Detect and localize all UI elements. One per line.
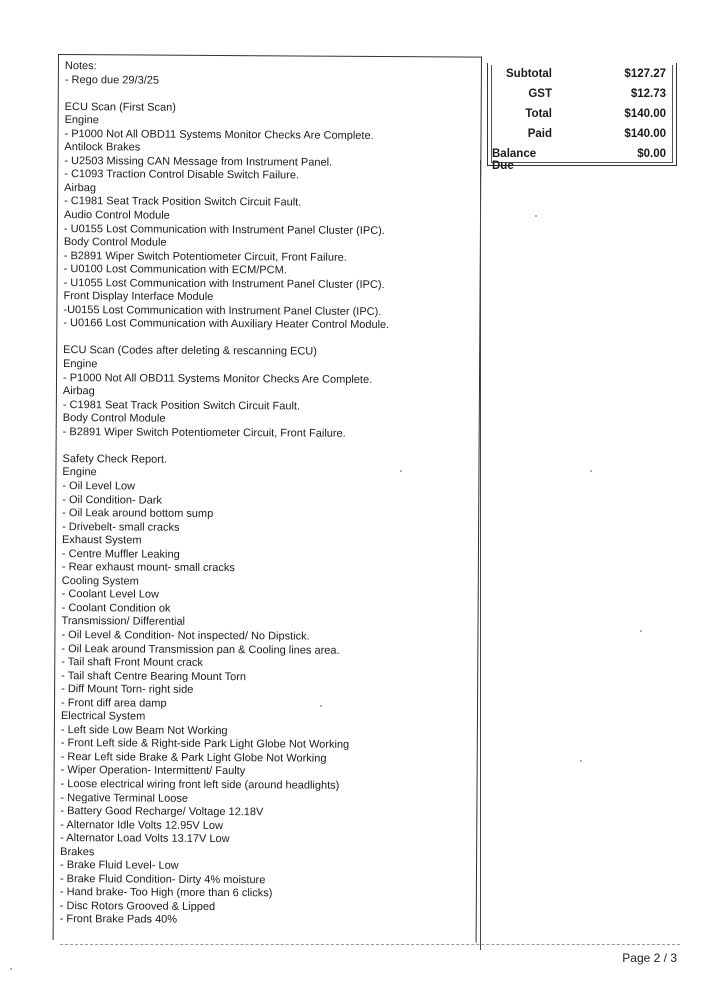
notes-text xyxy=(60,60,479,930)
notes-line: - Front diff area damp xyxy=(61,696,167,710)
page-number: Page 2 / 3 xyxy=(622,951,677,965)
notes-line: - Rego due 29/3/25 xyxy=(64,73,160,87)
notes-line: - Oil Level & Condition- Not inspected/ No Dipstick. xyxy=(61,629,310,643)
notes-line: - Oil Condition- Dark xyxy=(62,493,162,507)
notes-line: Transmission/ Differential xyxy=(61,615,186,629)
totals-value: $0.00 xyxy=(637,148,666,160)
notes-line: - C1981 Seat Track Position Switch Circuit Fault. xyxy=(62,398,301,413)
totals-row xyxy=(492,85,672,105)
notes-line: Audio Control Module xyxy=(63,209,170,222)
notes-line: - Rear exhaust mount- small cracks xyxy=(61,561,235,575)
scan-speck xyxy=(580,760,582,762)
notes-line: - Oil Leak around bottom sump xyxy=(62,507,214,521)
notes-line: - Tail shaft Front Mount crack xyxy=(61,656,203,669)
column-divider xyxy=(480,160,481,950)
notes-line: - Wiper Operation- Intermittent/ Faulty xyxy=(60,764,246,778)
notes-line: Airbag xyxy=(64,181,97,195)
notes-line: - U0166 Lost Communication with Auxiliary Heater Control Module. xyxy=(63,317,390,332)
notes-line: - Oil Leak around Transmission pan & Cooling lines area. xyxy=(61,642,340,657)
notes-line: Antilock Brakes xyxy=(64,141,141,154)
totals-label: Paid xyxy=(527,128,552,140)
notes-line: - Oil Level Low xyxy=(62,479,136,493)
scan-speck xyxy=(640,630,642,632)
notes-line: - Battery Good Recharge/ Voltage 12.18V xyxy=(60,805,264,819)
scan-speck xyxy=(320,705,322,707)
notes-line: - Negative Terminal Loose xyxy=(60,791,189,805)
totals-label: GST xyxy=(528,88,552,100)
totals-label: Total xyxy=(525,108,552,120)
scan-speck xyxy=(590,470,592,472)
notes-line: Electrical System xyxy=(60,710,146,723)
notes-line: Airbag xyxy=(62,385,95,398)
notes-line: - Coolant Condition ok xyxy=(61,601,171,615)
scan-speck xyxy=(10,968,12,970)
notes-line: - Drivebelt- small cracks xyxy=(62,520,180,534)
notes-line: - Centre Muffler Leaking xyxy=(61,547,180,561)
notes-line: - Disc Rotors Grooved & Lipped xyxy=(59,899,216,913)
notes-line: - Hand brake- Too High (more than 6 clicks) xyxy=(59,886,273,900)
notes-line: - Rear Left side Brake & Park Light Globe Not Working xyxy=(60,750,327,765)
totals-row xyxy=(492,105,672,125)
notes-line: Exhaust System xyxy=(61,534,142,547)
notes-line: - Front Brake Pads 40% xyxy=(59,913,178,927)
totals-table xyxy=(491,65,673,172)
notes-line: Notes: xyxy=(64,60,97,73)
notes-line: Body Control Module xyxy=(63,236,167,249)
notes-line: - Alternator Idle Volts 12.95V Low xyxy=(60,818,223,832)
notes-line: - U0100 Lost Communication with ECM/PCM. xyxy=(63,263,287,277)
notes-panel xyxy=(53,54,482,943)
notes-line: - U1055 Lost Communication with Instrument Panel Cluster (IPC). xyxy=(63,276,385,291)
notes-line: - C1093 Traction Control Disable Switch Failure. xyxy=(64,168,300,182)
notes-line: -U0155 Lost Communication with Instrument Panel Cluster (IPC). xyxy=(63,303,382,318)
totals-value: $12.73 xyxy=(630,88,666,100)
totals-row xyxy=(492,145,672,172)
notes-line: ECU Scan (First Scan) xyxy=(64,100,176,114)
totals-panel xyxy=(487,63,677,172)
notes-line: Front Display Interface Module xyxy=(63,290,214,304)
notes-line: - C1981 Seat Track Position Switch Circuit Fault. xyxy=(64,195,302,209)
notes-line: Engine xyxy=(63,358,98,371)
notes-line: - U2503 Missing CAN Message from Instrument Panel. xyxy=(64,154,333,169)
totals-value: $127.27 xyxy=(624,68,666,80)
notes-line: Cooling System xyxy=(61,574,139,588)
totals-label: Subtotal xyxy=(506,68,552,80)
totals-value: $140.00 xyxy=(624,108,666,120)
notes-line: Brakes xyxy=(60,845,95,858)
scan-speck xyxy=(400,470,402,472)
notes-line: - U0155 Lost Communication with Instrument Panel Cluster (IPC). xyxy=(63,222,385,237)
totals-row xyxy=(492,65,672,85)
notes-line: - Left side Low Beam Not Working xyxy=(60,723,228,737)
notes-line: - B2891 Wiper Switch Potentiometer Circuit, Front Failure. xyxy=(63,249,347,264)
notes-line: - Tail shaft Centre Bearing Mount Torn xyxy=(61,669,247,683)
notes-line: - P1000 Not All OBD11 Systems Monitor Checks Are Complete. xyxy=(64,127,374,142)
notes-line: Engine xyxy=(62,466,97,479)
notes-line: - B2891 Wiper Switch Potentiometer Circuit, Front Failure. xyxy=(62,425,346,440)
scan-speck xyxy=(535,215,537,217)
totals-value: $140.00 xyxy=(624,128,666,140)
notes-line: Body Control Module xyxy=(62,412,166,425)
notes-line: ECU Scan (Codes after deleting & rescanning ECU) xyxy=(63,344,317,359)
bottom-rule xyxy=(60,944,680,945)
notes-line: - Loose electrical wiring front left side (around headlights) xyxy=(60,778,340,792)
notes-line: - Brake Fluid Level- Low xyxy=(60,859,179,873)
notes-line: - P1000 Not All OBD11 Systems Monitor Checks Are Complete. xyxy=(62,371,373,386)
notes-line: - Alternator Load Volts 13.17V Low xyxy=(60,832,230,846)
notes-line: - Brake Fluid Condition- Dirty 4% moisture xyxy=(59,872,266,887)
notes-line: - Front Left side & Right-side Park Light Globe Not Working xyxy=(60,737,350,752)
totals-row xyxy=(492,125,672,145)
notes-line: - Diff Mount Torn- right side xyxy=(61,683,194,696)
totals-label: Balance Due xyxy=(492,148,537,172)
notes-line: Safety Check Report. xyxy=(62,452,168,466)
notes-line: Engine xyxy=(64,114,99,127)
notes-line: - Coolant Level Low xyxy=(61,588,159,601)
